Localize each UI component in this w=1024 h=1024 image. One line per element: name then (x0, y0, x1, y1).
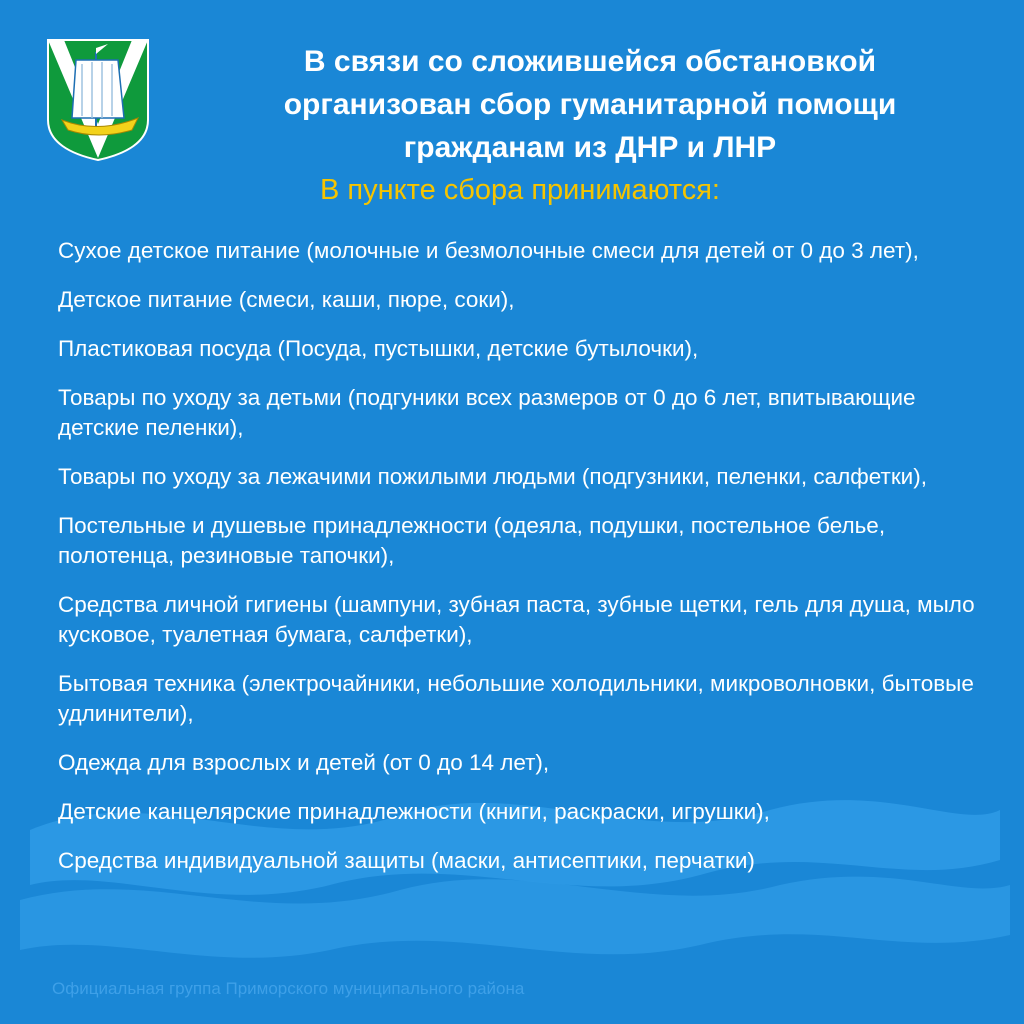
list-item: Одежда для взрослых и детей (от 0 до 14 лет), (58, 750, 550, 775)
title-line: гражданам из ДНР и ЛНР (403, 131, 777, 164)
list-item: Товары по уходу за детьми (подгуники всех размеров от 0 до 6 лет, впитывающие детские пеленки), (58, 385, 916, 440)
list-item: Детские канцелярские принадлежности (книги, раскраски, игрушки), (58, 799, 770, 824)
list-item: Товары по уходу за лежачими пожилыми людьми (подгузники, пеленки, салфетки), (58, 464, 927, 489)
list-item: Пластиковая посуда (Посуда, пустышки, детские бутылочки), (58, 336, 699, 361)
list-item: Средства индивидуальной защиты (маски, антисептики, перчатки) (58, 848, 755, 873)
list-item: Бытовая техника (электрочайники, небольшие холодильники, микроволновки, бытовые удлинители), (58, 671, 974, 726)
title-line: организован сбор гуманитарной помощи (283, 88, 897, 121)
page-subtitle: В пункте сбора принимаются: (320, 174, 720, 206)
list-item: Детское питание (смеси, каши, пюре, соки), (58, 287, 515, 312)
list-item: Средства личной гигиены (шампуни, зубная паста, зубные щетки, гель для душа, мыло кусковое, туалетная бумага, салфетки), (58, 592, 975, 647)
list-item: Постельные и душевые принадлежности (одеяла, подушки, постельное белье, полотенца, резиновые тапочки), (58, 513, 886, 568)
coat-of-arms-icon (46, 38, 150, 162)
page-title (170, 40, 1010, 169)
items-list (58, 236, 978, 895)
title-line: В связи со сложившейся обстановкой (303, 45, 877, 78)
footer-watermark: Официальная группа Приморского муниципального района (52, 979, 525, 998)
list-item: Сухое детское питание (молочные и безмолочные смеси для детей от 0 до 3 лет), (58, 238, 919, 263)
